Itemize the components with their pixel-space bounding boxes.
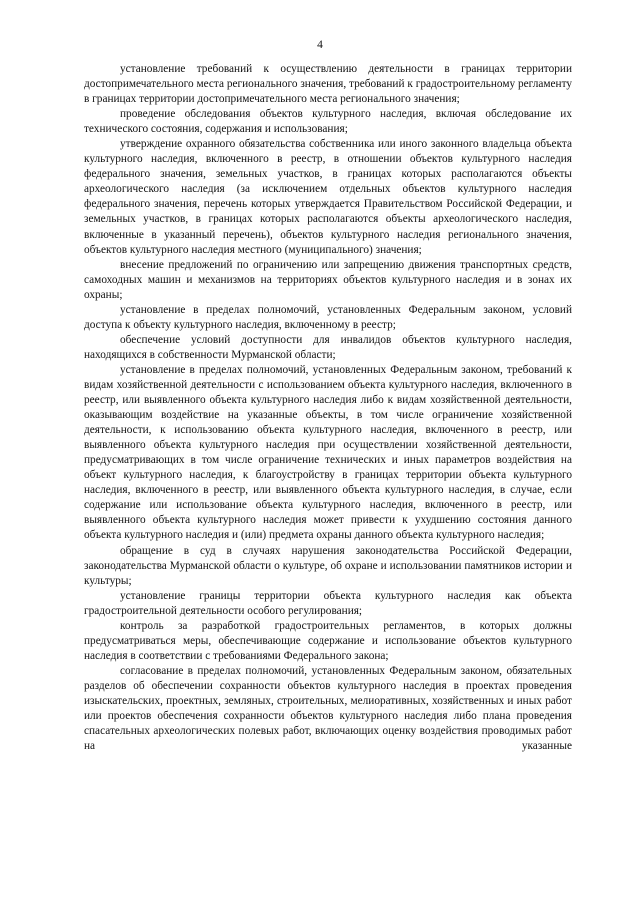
paragraph: установление в пределах полномочий, установленных Федеральным законом, требований к видам хозяйственной деятельности с использованием объекта культурного наследия, включенного в реестр, или выявленного объекта культурного наследия либо к видам хозяйственной деятельности, оказывающим воздействие на указанные объекты, в том числе ограничение хозяйственной деятельности, к использованию объекта культурного наследия, включенного в реестр, или выявленного объекта культурного наследия при осуществлении хозяйственной деятельности, предусматривающих в том числе ограничение технических и иных параметров воздействия на объект культурного наследия, к благоустройству в границах территории объекта культурного наследия, включенного в реестр, или выявленного объекта культурного наследия, в случае, если содержание или использование объекта культурного наследия, включенного в реестр, или выявленного объекта культурного наследия может привести к ухудшению состояния данного объекта культурного наследия и (или) предмета охраны данного объекта культурного наследия; <box>84 363 572 542</box>
paragraph-continued: согласование в пределах полномочий, установленных Федеральным законом, обязательных разделов об обеспечении сохранности объектов культурного наследия в проектах проведения изыскательских, проектных, земляных, строительных, мелиоративных, хозяйственных и иных работ или проектов обеспечения сохранности объектов культурного наследия либо плана проведения спасательных археологических полевых работ, включающих оценку воздействия проводимых работ на указанные <box>84 664 572 753</box>
paragraph: контроль за разработкой градостроительных регламентов, в которых должны предусматриваться меры, обеспечивающие содержание и использование объектов культурного наследия в соответствии с требованиями Федерального закона; <box>84 619 572 662</box>
page-number: 4 <box>317 39 323 51</box>
paragraph: обращение в суд в случаях нарушения законодательства Российской Федерации, законодательства Мурманской области о культуре, об охране и использовании памятников истории и культуры; <box>84 544 572 587</box>
paragraph: утверждение охранного обязательства собственника или иного законного владельца объекта культурного наследия, включенного в реестр, в отношении объектов культурного наследия федерального значения, земельных участков, в границах которых располагаются объекты археологического наследия (за исключением отдельных объектов культурного наследия федерального значения, перечень которых утверждается Правительством Российской Федерации, и земельных участков, в границах которых располагаются объекты археологического наследия, включенные в указанный перечень), объектов культурного наследия регионального значения, объектов культурного наследия местного (муниципального) значения; <box>84 138 572 256</box>
document-body <box>84 62 572 754</box>
paragraph: установление границы территории объекта культурного наследия как объекта градостроительной деятельности особого регулирования; <box>84 589 572 617</box>
paragraph: обеспечение условий доступности для инвалидов объектов культурного наследия, находящихся в собственности Мурманской области; <box>84 333 572 361</box>
paragraph: установление в пределах полномочий, установленных Федеральным законом, условий доступа к объекту культурного наследия, включенному в реестр; <box>84 303 572 331</box>
paragraph: внесение предложений по ограничению или запрещению движения транспортных средств, самоходных машин и механизмов на территориях объектов культурного наследия и в зонах их охраны; <box>84 258 572 301</box>
paragraph: проведение обследования объектов культурного наследия, включая обследование их технического состояния, содержания и использования; <box>84 108 572 136</box>
paragraph: установление требований к осуществлению деятельности в границах территории достопримечательного места регионального значения, требований к градостроительному регламенту в границах территории достопримечательного места регионального значения; <box>84 63 572 106</box>
